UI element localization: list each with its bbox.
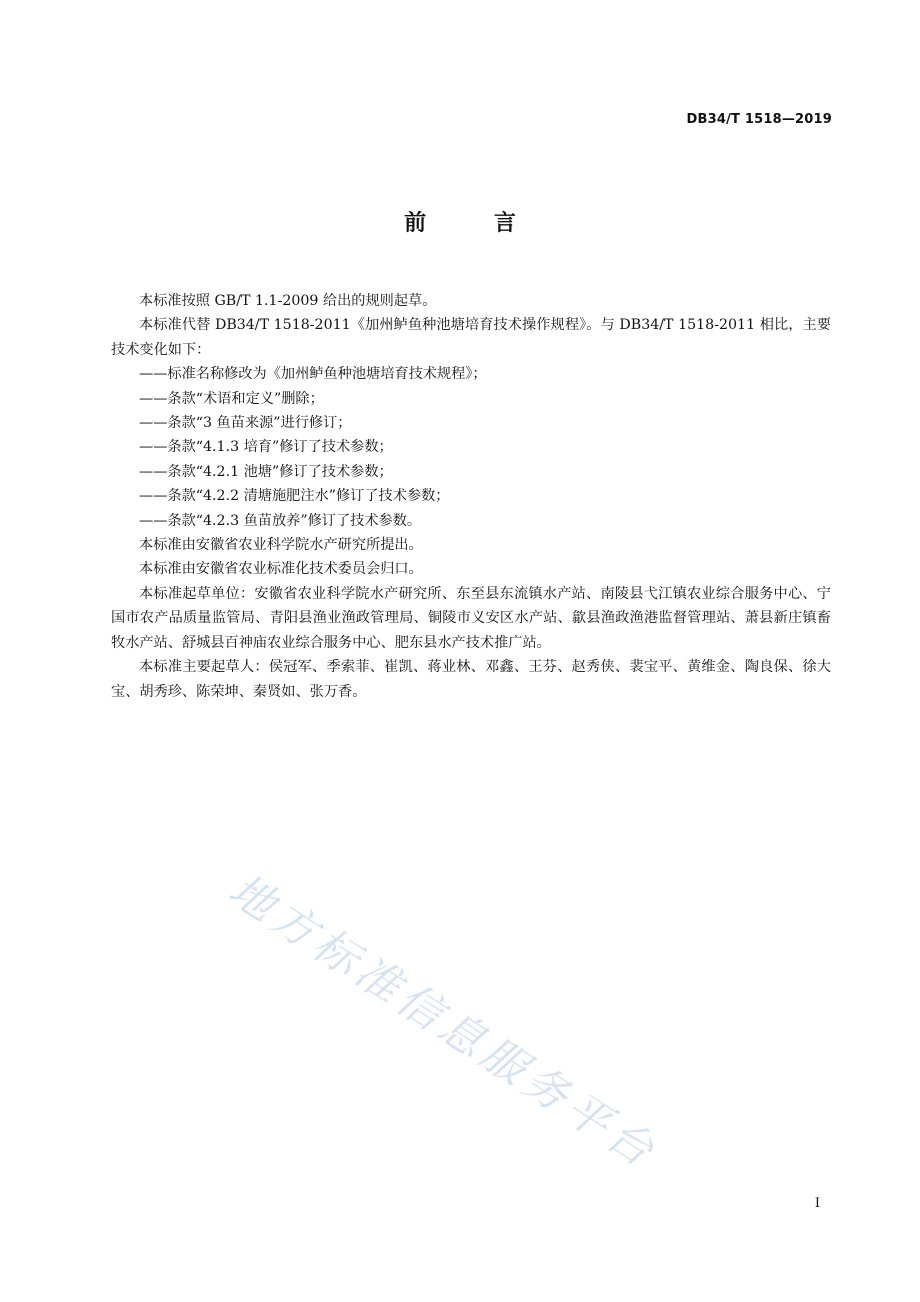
change-item: ——条款“4.2.3 鱼苗放养”修订了技术参数。: [139, 512, 422, 529]
change-item: ——条款“4.2.2 清塘施肥注水”修订了技术参数；: [139, 488, 450, 505]
paragraph-drafting-rules: 本标准按照 GB/T 1.1-2009 给出的规则起草。: [139, 293, 437, 309]
watermark-text: 地方标准信息服务平台: [219, 864, 667, 1180]
foreword-body: [111, 289, 831, 704]
change-item: ——条款“术语和定义”删除；: [139, 390, 324, 407]
paragraph-replacement: 本标准代替 DB34/T 1518-2011《加州鲈鱼种池塘培育技术操作规程》。与 DB34/T 1518-2011 相比，主要技术变化如下：: [111, 317, 831, 358]
paragraph-drafters: 本标准主要起草人：侯冠军、季索菲、崔凯、蒋业林、邓鑫、王芬、赵秀侠、裴宝平、黄维金、陶良保、徐大宝、胡秀珍、陈荣坤、秦贤如、张万香。: [111, 659, 831, 700]
change-item: ——条款“4.1.3 培育”修订了技术参数；: [139, 439, 393, 456]
change-item: ——条款“3 鱼苗来源”进行修订；: [139, 415, 352, 432]
paragraph-drafting-units: 本标准起草单位：安徽省农业科学院水产研究所、东至县东流镇水产站、南陵县弋江镇农业综合服务中心、宁国市农产品质量监管局、青阳县渔业渔政管理局、铜陵市义安区水产站、歙县渔政渔港监督管理站、萧县新庄镇畜牧水产站、舒城县百神庙农业综合服务中心、肥东县水产技术推广站。: [111, 585, 831, 651]
paragraph-proposer: 本标准由安徽省农业科学院水产研究所提出。: [139, 537, 423, 554]
page-number: I: [814, 1196, 820, 1211]
paragraph-centralized-by: 本标准由安徽省农业标准化技术委员会归口。: [139, 561, 423, 578]
change-item: ——标准名称修改为《加州鲈鱼种池塘培育技术规程》；: [139, 366, 487, 383]
change-item: ——条款“4.2.1 池塘”修订了技术参数；: [139, 463, 393, 480]
document-code: DB34/T 1518—2019: [686, 112, 832, 127]
page-title: 前 言: [404, 211, 546, 236]
